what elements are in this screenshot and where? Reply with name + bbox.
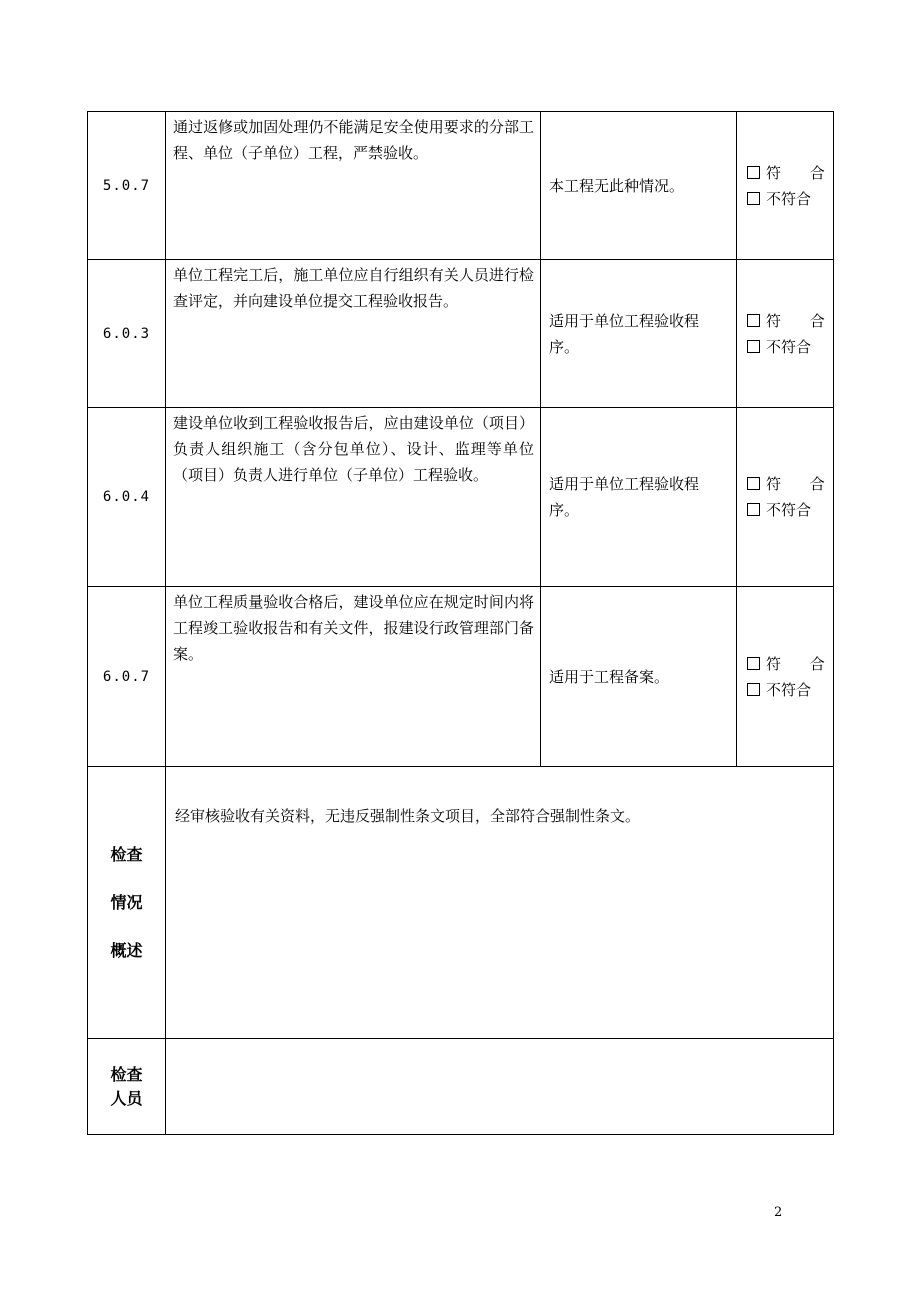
option-compliant[interactable]: 符 合: [747, 160, 833, 186]
check-result: 适用于工程备案。: [541, 587, 737, 767]
clause-code: 5.0.7: [88, 112, 166, 260]
checkbox-icon[interactable]: [747, 166, 760, 179]
summary-row: [88, 767, 834, 1039]
option-compliant[interactable]: 符 合: [747, 471, 833, 497]
clause-requirement: 建设单位收到工程验收报告后，应由建设单位（项目）负责人组织施工（含分包单位）、设计、监理等单位（项目）负责人进行单位（子单位）工程验收。: [166, 408, 541, 587]
option-compliant[interactable]: 符 合: [747, 308, 833, 334]
table-row: [88, 112, 834, 260]
compliance-options: [737, 587, 837, 767]
compliance-options: [737, 408, 837, 587]
option-compliant[interactable]: 符 合: [747, 651, 833, 677]
checkbox-icon[interactable]: [747, 340, 760, 353]
inspector-field[interactable]: [166, 1039, 834, 1135]
checkbox-icon[interactable]: [747, 192, 760, 205]
clause-requirement: 单位工程质量验收合格后，建设单位应在规定时间内将工程竣工验收报告和有关文件，报建设行政管理部门备案。: [166, 587, 541, 767]
clause-code: 6.0.3: [88, 260, 166, 408]
clause-requirement: 单位工程完工后，施工单位应自行组织有关人员进行检查评定，并向建设单位提交工程验收报告。: [166, 260, 541, 408]
option-noncompliant[interactable]: 不符合: [747, 497, 833, 523]
table-row: [88, 587, 834, 767]
option-noncompliant[interactable]: 不符合: [747, 334, 833, 360]
option-noncompliant[interactable]: 不符合: [747, 677, 833, 703]
check-result: 本工程无此种情况。: [541, 112, 737, 260]
check-result: 适用于单位工程验收程序。: [541, 408, 737, 587]
checkbox-icon[interactable]: [747, 683, 760, 696]
check-result: 适用于单位工程验收程序。: [541, 260, 737, 408]
summary-label: 检查 情况 概述: [88, 767, 166, 1039]
inspector-row: [88, 1039, 834, 1135]
checkbox-icon[interactable]: [747, 503, 760, 516]
option-noncompliant[interactable]: 不符合: [747, 186, 833, 212]
compliance-options: [737, 260, 837, 408]
clause-code: 6.0.7: [88, 587, 166, 767]
compliance-options: [737, 112, 837, 260]
clause-code: 6.0.4: [88, 408, 166, 587]
compliance-check-table: [87, 111, 837, 1135]
page-number: 2: [774, 1205, 783, 1220]
inspector-label: 检查 人员: [88, 1039, 166, 1135]
checkbox-icon[interactable]: [747, 477, 760, 490]
table-row: [88, 408, 834, 587]
checkbox-icon[interactable]: [747, 314, 760, 327]
clause-requirement: 通过返修或加固处理仍不能满足安全使用要求的分部工程、单位（子单位）工程，严禁验收。: [166, 112, 541, 260]
table-row: [88, 260, 834, 408]
checkbox-icon[interactable]: [747, 657, 760, 670]
summary-text[interactable]: 经审核验收有关资料，无违反强制性条文项目，全部符合强制性条文。: [166, 767, 834, 1039]
